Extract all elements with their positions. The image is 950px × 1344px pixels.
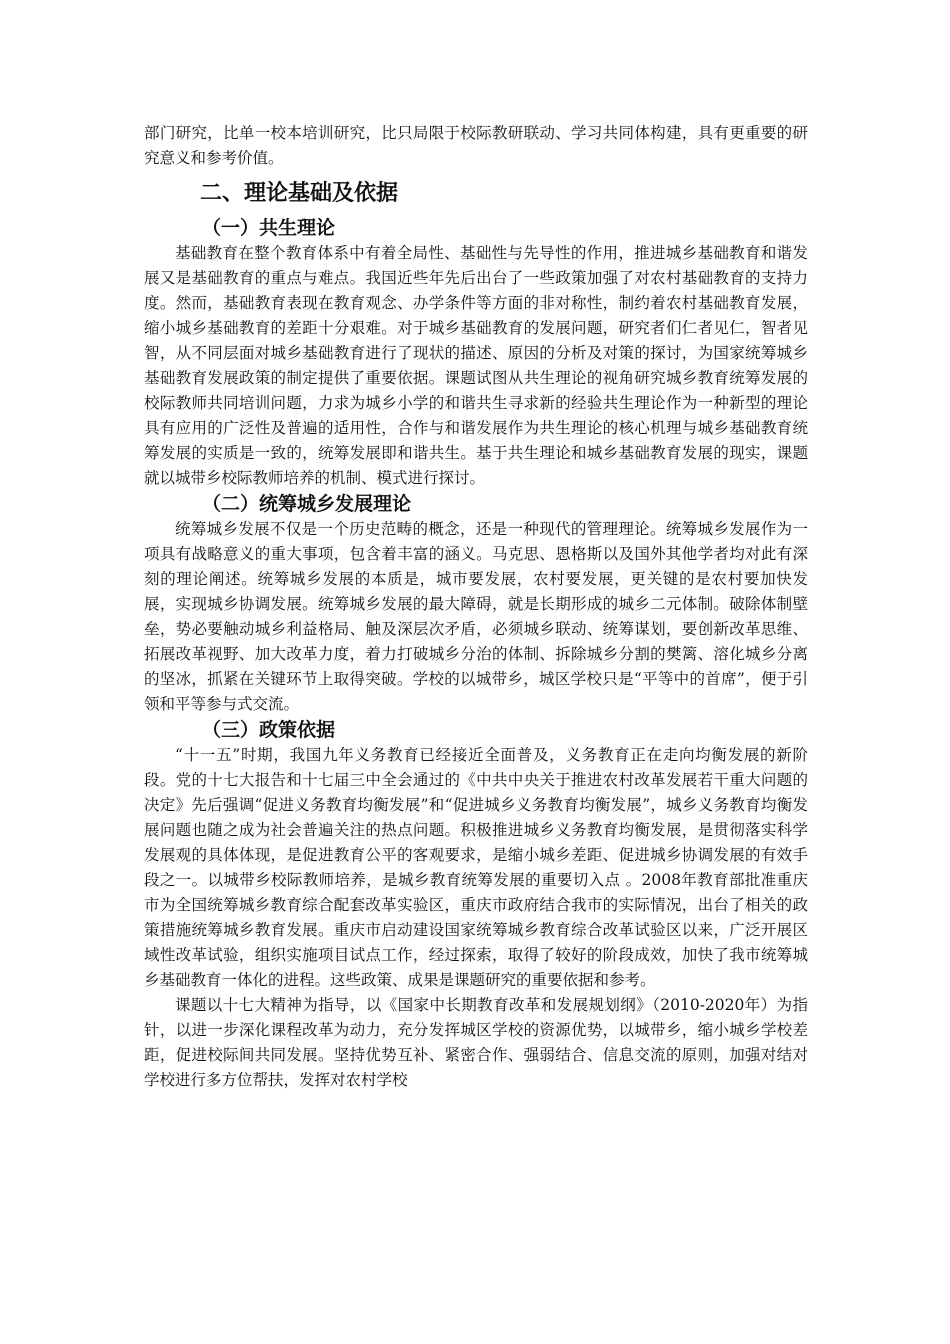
paragraph-urban-rural: 统筹城乡发展不仅是一个历史范畴的概念，还是一种现代的管理理论。统筹城乡发展作为一项具有战略意义的重大事项，包含着丰富的涵义。马克思、恩格斯以及国外其他学者均对此有深刻的理论阐述。统筹城乡发展的本质是，城市要发展，农村要发展，更关键的是农村要加快发展，实现城乡协调发展。统筹城乡发展的最大障碍，就是长期形成的城乡二元体制。破除体制壁垒，势必要触动城乡利益格局、触及深层次矛盾，必须城乡联动、统筹谋划，要创新改革思维、拓展改革视野、加大改革力度，着力打破城乡分治的体制、拆除城乡分割的樊篱、溶化城乡分离的坚冰，抓紧在关键环节上取得突破。学校的以城带乡，城区学校只是“平等中的首席”，便于引领和平等参与式交流。 xyxy=(144,520,808,713)
document-page xyxy=(144,121,808,1093)
paragraph-policy-2: 课题以十七大精神为指导，以《国家中长期教育改革和发展规划纲》（2010-2020年）为指针，以进一步深化课程改革为动力，充分发挥城区学校的资源优势，以城带乡，缩小城乡学校差距，促进校际间共同发展。坚持优势互补、紧密合作、强弱结合、信息交流的原则，加强对结对学校进行多方位帮扶，发挥对农村学校 xyxy=(144,996,808,1089)
subsection-heading-policy: （三）政策依据 xyxy=(202,719,336,741)
subsection-heading-symbiosis: （一）共生理论 xyxy=(202,217,336,239)
paragraph-symbiosis: 基础教育在整个教育体系中有着全局性、基础性与先导性的作用，推进城乡基础教育和谐发展又是基础教育的重点与难点。我国近些年先后出台了一些政策加强了对农村基础教育的支持力度。然而，基础教育表现在教育观念、办学条件等方面的非对称性，制约着农村基础教育发展，缩小城乡基础教育的差距十分艰难。对于城乡基础教育的发展问题，研究者们仁者见仁，智者见智，从不同层面对城乡基础教育进行了现状的描述、原因的分析及对策的探讨，为国家统筹城乡基础教育发展政策的制定提供了重要依据。课题试图从共生理论的视角研究城乡教育统筹发展的校际教师共同培训问题，力求为城乡小学的和谐共生寻求新的经验共生理论作为一种新型的理论具有应用的广泛性及普遍的适用性，合作与和谐发展作为共生理论的核心机理与城乡基础教育统筹发展的实质是一致的，统筹发展即和谐共生。基于共生理论和城乡基础教育发展的现实，课题就以城带乡校际教师培养的机制、模式进行探讨。 xyxy=(144,244,808,487)
section-heading: 二、理论基础及依据 xyxy=(200,181,399,206)
subsection-heading-urban-rural: （二）统筹城乡发展理论 xyxy=(202,493,412,515)
paragraph-policy-1: “十一五”时期，我国九年义务教育已经接近全面普及，义务教育正在走向均衡发展的新阶段。党的十七大报告和十七届三中全会通过的《中共中央关于推进农村改革发展若干重大问题的决定》先后强调“促进义务教育均衡发展”和“促进城乡义务教育均衡发展”，城乡义务教育均衡发展问题也随之成为社会普遍关注的热点问题。积极推进城乡义务教育均衡发展，是贯彻落实科学发展观的具体体现，是促进教育公平的客观要求，是缩小城乡差距、促进城乡协调发展的有效手段之一。以城带乡校际教师培养，是城乡教育统筹发展的重要切入点 。2008年教育部批准重庆市为全国统筹城乡教育综合配套改革实验区，重庆市政府结合我市的实际情况，出台了相关的政策措施统筹城乡教育发展。重庆市启动建设国家统筹城乡教育综合改革试验区以来，广泛开展区域性改革试验，组织实施项目试点工作，经过探索，取得了较好的阶段成效，加快了我市统筹城乡基础教育一体化的进程。这些政策、成果是课题研究的重要依据和参考。 xyxy=(144,746,808,989)
intro-paragraph: 部门研究，比单一校本培训研究，比只局限于校际教研联动、学习共同体构建，具有更重要的研究意义和参考价值。 xyxy=(144,124,808,167)
